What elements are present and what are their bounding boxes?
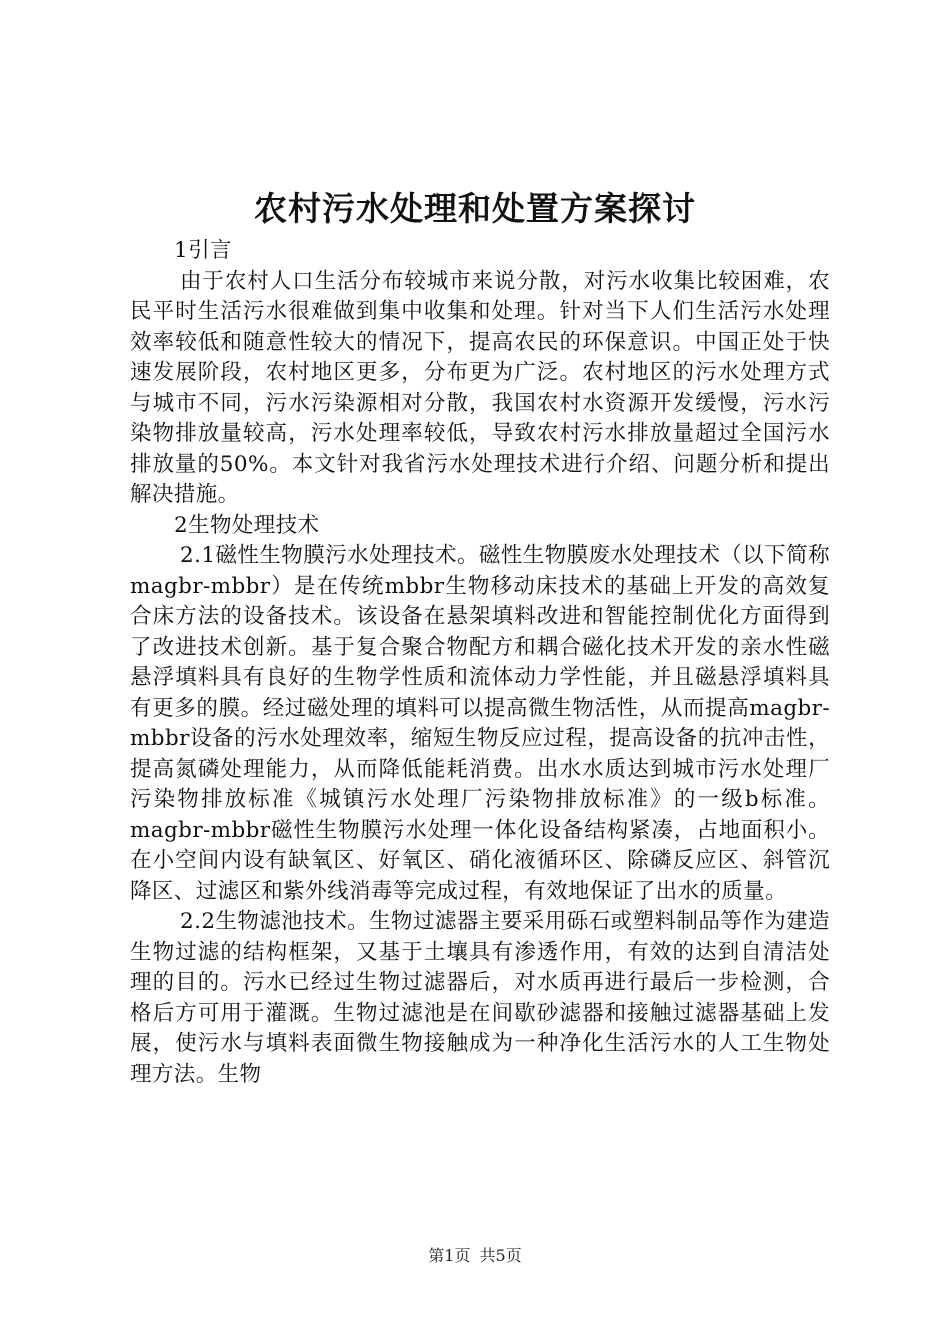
document-body [130,236,830,1090]
document-title: 农村污水处理和处置方案探讨 [254,189,696,228]
page-total: 共5页 [479,1246,522,1265]
paragraph-biofilter: 2.2生物滤池技术。生物过滤器主要采用砾石或塑料制品等作为建造生物过滤的结构框架，又基于土壤具有渗透作用，有效的达到自清洁处理的目的。污水已经过生物过滤器后，对水质再进行最后一步检测，合格后方可用于灌溉。生物过滤池是在间歇砂滤器和接触过滤器基础上发展，使污水与填料表面微生物接触成为一种净化生活污水的人工生物处理方法。生物 [130,909,830,1087]
section-heading-biological: 2生物处理技术 [174,512,320,538]
page-number: 第1页 [428,1246,471,1265]
paragraph-intro: 由于农村人口生活分布较城市来说分散，对污水收集比较困难，农民平时生活污水很难做到集中收集和处理。针对当下人们生活污水处理效率较低和随意性较大的情况下，提高农民的环保意识。中国正处于快速发展阶段，农村地区更多，分布更为广泛。农村地区的污水处理方式与城市不同，污水污染源相对分散，我国农村水资源开发缓慢，污水污染物排放量较高，污水处理率较低，导致农村污水排放量超过全国污水排放量的50%。本文针对我省污水处理技术进行介绍、问题分析和提出解决措施。 [130,268,830,507]
paragraph-magnetic-biofilm: 2.1磁性生物膜污水处理技术。磁性生物膜废水处理技术（以下简称magbr-mbbr）是在传统mbbr生物移动床技术的基础上开发的高效复合床方法的设备技术。该设备在悬架填料改进和智能控制优化方面得到了改进技术创新。基于复合聚合物配方和耦合磁化技术开发的亲水性磁悬浮填料具有良好的生物学性质和流体动力学性能，并且磁悬浮填料具有更多的膜。经过磁处理的填料可以提高微生物活性，从而提高magbr-mbbr设备的污水处理效率，缩短生物反应过程，提高设备的抗冲击性，提高氮磷处理能力，从而降低能耗消费。出水水质达到城市污水处理厂污染物排放标准《城镇污水处理厂污染物排放标准》的一级b标准。magbr-mbbr磁性生物膜污水处理一体化设备结构紧凑，占地面积小。在小空间内设有缺氧区、好氧区、硝化液循环区、除磷反应区、斜管沉降区、过滤区和紫外线消毒等完成过程，有效地保证了出水的质量。 [130,543,830,904]
section-heading-intro: 1引言 [174,238,232,263]
page-footer [0,1245,950,1267]
